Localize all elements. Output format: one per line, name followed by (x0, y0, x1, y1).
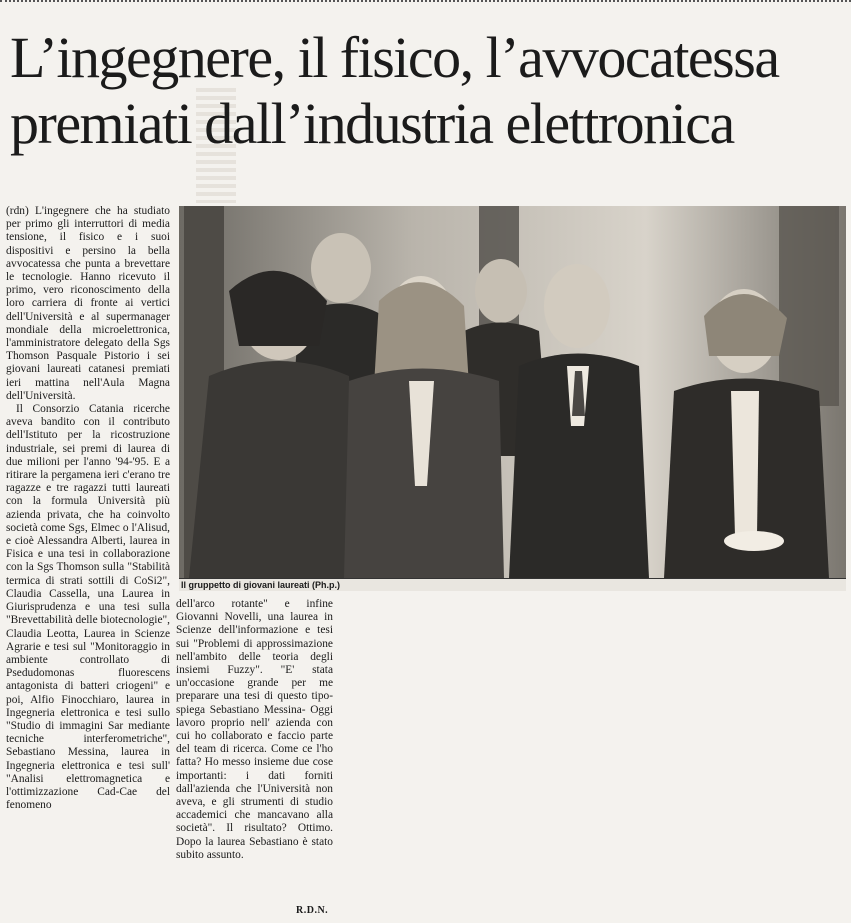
paragraph-conclusion: dell'arco rotante" e infine Giovanni Novelli, una laurea in Scienze dell'informazione e tesi sui "Problemi di approssimazione nell'ambito delle teoria degli insiemi Fuzzy". "E' stata un'occasione grande per me preparare una tesi di questo tipo- spiega Sebastiano Messina- Oggi lavoro proprio nell' azienda con cui ho collaborato e faccio parte del team di ricerca. Come ce l'ho fatta? Ho messo insieme due cose importanti: i dati forniti dall'azienda che l'Università non aveva, e gli strumenti di studio accademici che mancavano alla società". Il risultato? Ottimo. Dopo la laurea Sebastiano è stato subito assunto. (176, 598, 333, 861)
author-signature: R.D.N. (296, 905, 329, 916)
article-column-left (6, 205, 170, 917)
photo-caption: Il gruppetto di giovani laureati (Ph.p.) (179, 578, 846, 591)
paragraph-intro: (rdn) L'ingegnere che ha studiato per primo gli interruttori di media tensione, il fisico e i suoi dispositivi e persino la bella avvocatessa che punta a brevettare le tecnologie. Hanno ricevuto il primo, vero riconoscimento della loro carriera di fronte ai vertici dell'Università e al supermanager mondiale della microelettronica, l'amministratore delegato della Sgs Thomson Pasquale Pistorio i sei giovani laureati catanesi premiati ieri mattina nell'Aula Magna dell'Università. (6, 205, 170, 402)
group-photo (179, 206, 846, 578)
article-column-right (176, 598, 333, 916)
headline (10, 25, 845, 157)
paragraph-winners: Il Consorzio Catania ricerche aveva bandito con il contributo dell'Istituto per la ricostruzione industriale, sei premi di laurea di due milioni per l'anno '94-'95. E a ritirare la pergamena ieri c'erano tre ragazze e tre ragazzi tutti laureati con la formula Università più azienda privata, che ha coinvolto società come Sgs, Elmec o l'Alisud, e cioè Alessandra Alberti, laurea in Fisica e una tesi in collaborazione con la Sgs Thomson sulla "Stabilità termica di strati sottili di CoSi2", Claudia Cassella, una Laurea in Giurisprudenza e una tesi sulla "Brevettabilità delle biotecnologie", Claudia Leotta, Laurea in Scienze Agrarie e tesi sul "Monitoraggio in ambiente controllato di Psedudomonas fluorescens antagonista di batteri criogeni" e poi, Alfio Finocchiaro, laurea in Ingegneria elettronica e tesi sullo "Studio di immagini Sar mediante tecniche interferometriche", Sebastiano Messina, laurea in Ingegneria elettronica e tesi sull' "Analisi elettromagnetica e l'ottimizzazione Cad-Cae del fenomeno (6, 403, 170, 812)
page-top-border (0, 0, 851, 6)
headline-line-2: premiati dall’industria elettronica (10, 91, 734, 156)
headline-line-1: L’ingegnere, il fisico, l’avvocatessa (10, 25, 779, 90)
